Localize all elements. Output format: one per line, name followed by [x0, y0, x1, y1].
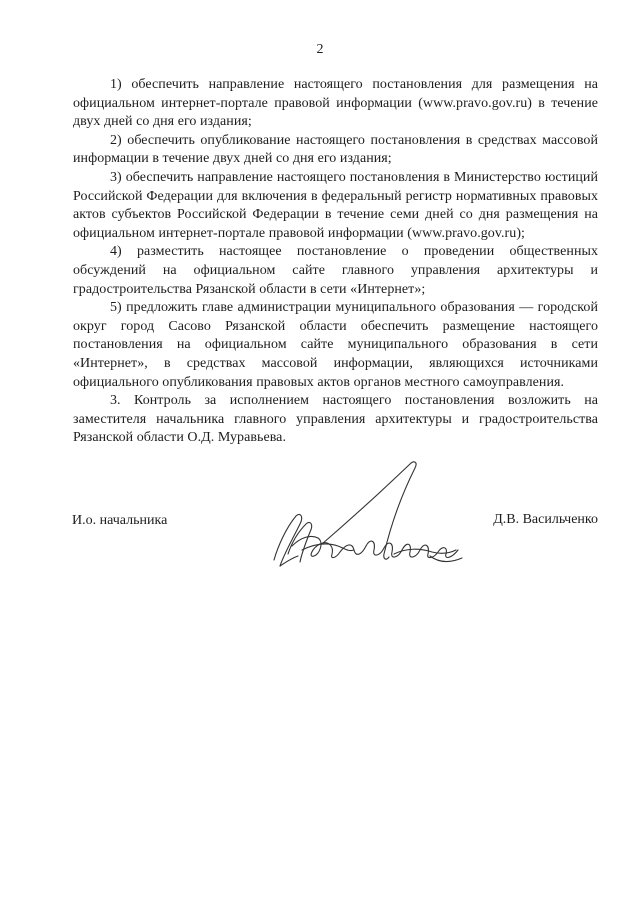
list-item-3: 3) обеспечить направление настоящего постановления в Министерство юстиций Российской Федерации для включения в федеральный регистр нормативных правовых актов субъектов Российской Федерации в течение семи дней со дня размещения на официальном интернет-портале правовой информации (www.pravo.gov.ru); [73, 169, 598, 241]
list-item-4: 4) разместить настоящее постановление о проведении общественных обсуждений на официальном сайте главного управления архитектуры и градостроительства Рязанской области в сети «Интернет»; [73, 244, 598, 297]
signatory-name: Д.В. Васильченко [493, 512, 598, 527]
list-item-1: 1) обеспечить направление настоящего постановления для размещения на официальном интернет-портале правовой информации (www.pravo.gov.ru) в течение двух дней со дня его издания; [73, 77, 598, 130]
document-body [73, 76, 598, 448]
signatory-position: И.о. начальника [72, 513, 168, 528]
handwritten-signature [262, 458, 472, 573]
list-item-5: 5) предложить главе администрации муниципального образования — городской округ город Сасово Рязанской области обеспечить размещение настоящего постановления на официальном сайте муниципального образования в сети «Интернет», в средствах массовой информации, являющихся источниками официального опубликования правовых актов органов местного самоуправления. [73, 300, 598, 390]
control-paragraph: 3. Контроль за исполнением настоящего постановления возложить на заместителя начальника главного управления архитектуры и градостроительства Рязанской области О.Д. Муравьева. [73, 393, 598, 446]
list-item-2: 2) обеспечить опубликование настоящего постановления в средствах массовой информации в течение двух дней со дня его издания; [73, 132, 598, 167]
page-number: 2 [316, 42, 324, 57]
